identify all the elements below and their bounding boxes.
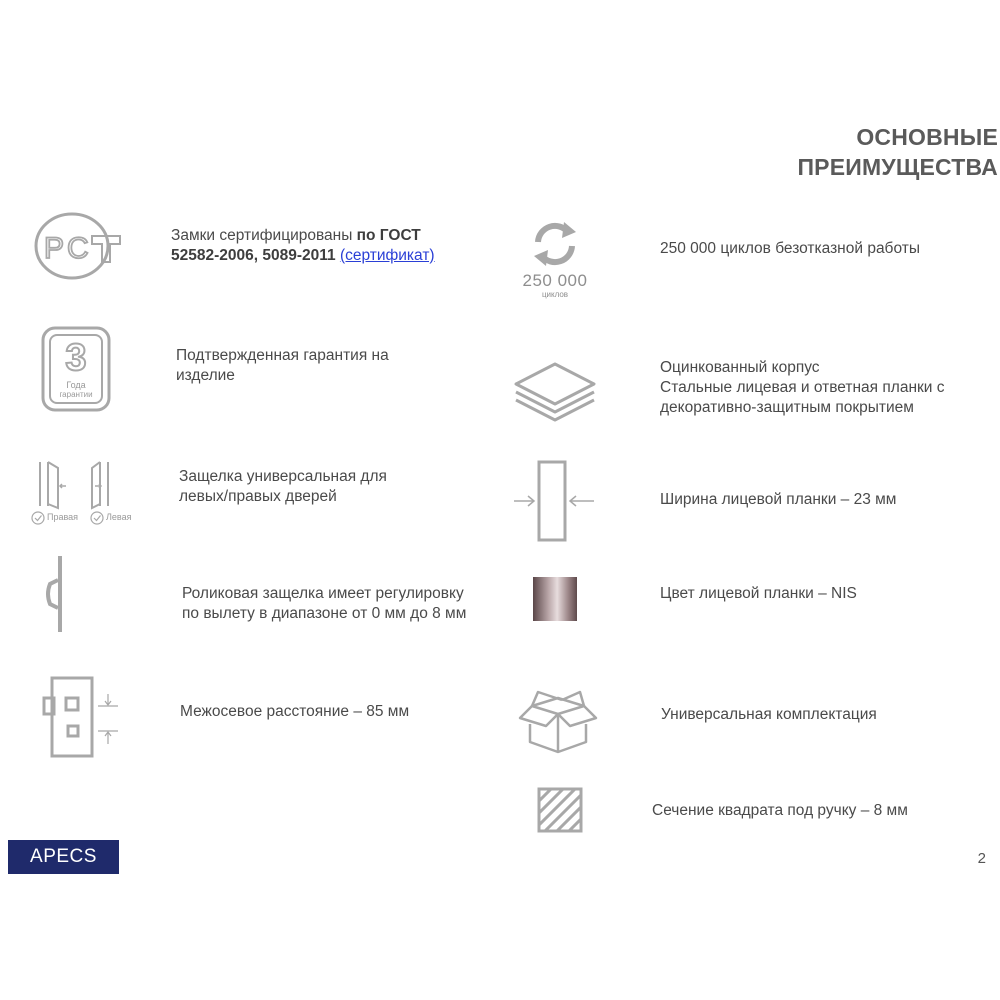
roller-text-2: по вылету в диапазоне от 0 мм до 8 мм: [182, 605, 467, 622]
feature-square-spindle: [652, 801, 908, 821]
color-swatch-icon: [533, 577, 577, 621]
cycles-icon: [520, 218, 590, 299]
box-icon: [518, 690, 598, 756]
roller-text-1: Роликовая защелка имеет регулировку: [182, 585, 464, 602]
page-number: 2: [977, 850, 986, 867]
door-left-label: Левая: [106, 512, 132, 522]
square-spindle-text: Сечение квадрата под ручку – 8 мм: [652, 802, 908, 819]
center-distance-text: Межосевое расстояние – 85 мм: [180, 703, 410, 720]
warranty-caption-2: гарантии: [59, 390, 93, 399]
certificate-link[interactable]: (сертификат): [339, 247, 435, 264]
title-line-1: ОСНОВНЫЕ: [856, 124, 998, 150]
rst-certification-icon: [34, 212, 122, 280]
certification-text: Замки сертифицированы: [171, 227, 357, 244]
latch-text-1: Защелка универсальная для: [179, 468, 387, 485]
latch-text-2: левых/правых дверей: [179, 488, 337, 505]
feature-faceplate-width: [660, 490, 896, 510]
warranty-text-2: изделие: [176, 367, 235, 384]
apecs-logo: APECS: [8, 840, 119, 874]
door-handing-icon: [30, 458, 140, 528]
feature-zinc-body: [660, 358, 945, 418]
feature-universal-latch: [179, 467, 387, 507]
layers-icon: [512, 360, 598, 424]
feature-cycles: [660, 239, 920, 259]
svg-text:Р: Р: [44, 232, 65, 265]
feature-universal-kit: [661, 705, 877, 725]
feature-warranty: [176, 346, 389, 386]
warranty-caption-1: Года: [66, 380, 86, 390]
faceplate-width-text: Ширина лицевой планки – 23 мм: [660, 491, 897, 508]
cycles-text: 250 000 циклов безотказной работы: [660, 240, 920, 257]
square-spindle-icon: [537, 787, 583, 833]
title-line-2: ПРЕИМУЩЕСТВА: [797, 154, 998, 180]
feature-roller-latch: [182, 584, 466, 624]
feature-faceplate-color: [660, 584, 857, 604]
door-right-label: Правая: [47, 512, 79, 522]
warranty-text-1: Подтвержденная гарантия на: [176, 347, 389, 364]
center-distance-icon: [42, 676, 122, 758]
universal-kit-text: Универсальная комплектация: [661, 706, 877, 723]
faceplate-color-text: Цвет лицевой планки – NIS: [660, 585, 857, 602]
feature-center-distance: [180, 702, 409, 722]
warranty-3-years-icon: [41, 326, 111, 412]
feature-certification: [171, 226, 435, 266]
zinc-text-1: Оцинкованный корпус: [660, 359, 820, 376]
zinc-text-2: Стальные лицевая и ответная планки с: [660, 379, 945, 396]
zinc-text-3: декоративно-защитным покрытием: [660, 399, 914, 416]
faceplate-width-icon: [512, 460, 598, 542]
warranty-number: 3: [65, 337, 87, 379]
certification-gost-bold: по ГОСТ: [356, 227, 421, 244]
svg-text:С: С: [67, 232, 89, 265]
certification-standards: 52582-2006, 5089-2011: [171, 247, 336, 264]
page-title: [797, 122, 998, 182]
roller-latch-icon: [44, 554, 74, 634]
cycles-caption: циклов: [541, 290, 569, 299]
cycles-number: 250 000: [522, 271, 588, 290]
